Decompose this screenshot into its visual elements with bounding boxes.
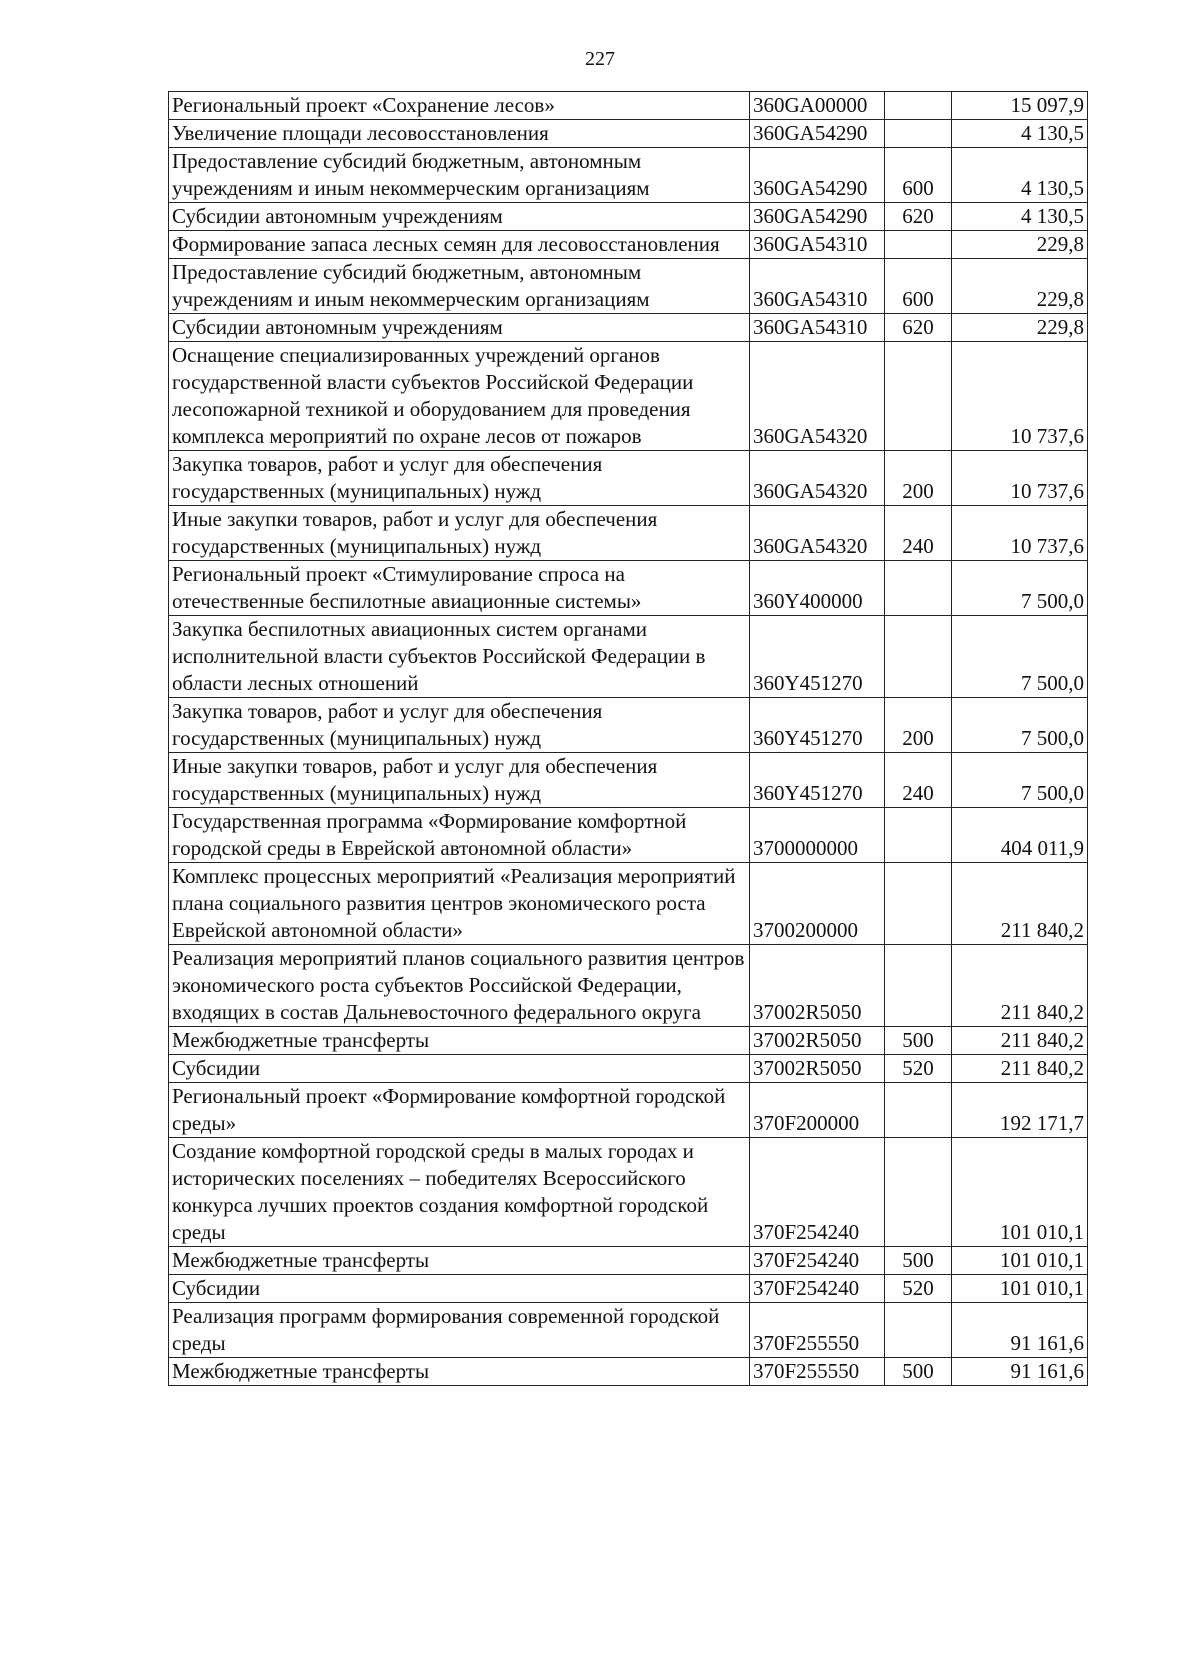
row-amount-cell: 91 161,6 xyxy=(952,1303,1088,1358)
row-amount-cell: 192 171,7 xyxy=(952,1083,1088,1138)
row-code-cell: 3700000000 xyxy=(750,808,885,863)
table-row xyxy=(169,863,1088,945)
row-code-cell: 370F200000 xyxy=(750,1083,885,1138)
row-code-cell: 360GA54310 xyxy=(750,231,885,259)
table-row xyxy=(169,92,1088,120)
row-expense-type-cell: 500 xyxy=(885,1358,952,1386)
row-code-cell: 370F255550 xyxy=(750,1358,885,1386)
row-code-cell: 370F254240 xyxy=(750,1275,885,1303)
row-name-cell: Межбюджетные трансферты xyxy=(169,1358,750,1386)
row-name-cell: Региональный проект «Сохранение лесов» xyxy=(169,92,750,120)
row-name-cell: Региональный проект «Стимулирование спроса на отечественные беспилотные авиационные системы» xyxy=(169,561,750,616)
row-expense-type-cell: 600 xyxy=(885,148,952,203)
row-amount-cell: 91 161,6 xyxy=(952,1358,1088,1386)
table-row xyxy=(169,561,1088,616)
row-name-cell: Формирование запаса лесных семян для лесовосстановления xyxy=(169,231,750,259)
row-expense-type-cell: 500 xyxy=(885,1027,952,1055)
row-expense-type-cell: 600 xyxy=(885,259,952,314)
row-code-cell: 360Y451270 xyxy=(750,698,885,753)
row-name-cell: Межбюджетные трансферты xyxy=(169,1027,750,1055)
table-row xyxy=(169,1138,1088,1247)
row-code-cell: 360Y451270 xyxy=(750,753,885,808)
row-code-cell: 360GA54290 xyxy=(750,120,885,148)
row-expense-type-cell xyxy=(885,92,952,120)
row-expense-type-cell: 240 xyxy=(885,753,952,808)
table-row xyxy=(169,259,1088,314)
row-name-cell: Предоставление субсидий бюджетным, автономным учреждениям и иным некоммерческим организациям xyxy=(169,148,750,203)
row-amount-cell: 229,8 xyxy=(952,231,1088,259)
row-expense-type-cell xyxy=(885,120,952,148)
row-amount-cell: 101 010,1 xyxy=(952,1138,1088,1247)
row-code-cell: 370F254240 xyxy=(750,1138,885,1247)
row-expense-type-cell xyxy=(885,945,952,1027)
table-row xyxy=(169,698,1088,753)
row-expense-type-cell xyxy=(885,808,952,863)
row-name-cell: Закупка товаров, работ и услуг для обеспечения государственных (муниципальных) нужд xyxy=(169,451,750,506)
row-name-cell: Государственная программа «Формирование комфортной городской среды в Еврейской автономной области» xyxy=(169,808,750,863)
row-name-cell: Предоставление субсидий бюджетным, автономным учреждениям и иным некоммерческим организациям xyxy=(169,259,750,314)
table-row xyxy=(169,616,1088,698)
row-code-cell: 37002R5050 xyxy=(750,1027,885,1055)
row-expense-type-cell: 520 xyxy=(885,1275,952,1303)
table-row xyxy=(169,506,1088,561)
page-number: 227 xyxy=(585,48,615,70)
row-amount-cell: 229,8 xyxy=(952,259,1088,314)
row-code-cell: 360Y400000 xyxy=(750,561,885,616)
row-amount-cell: 101 010,1 xyxy=(952,1247,1088,1275)
row-expense-type-cell xyxy=(885,1303,952,1358)
row-name-cell: Региональный проект «Формирование комфортной городской среды» xyxy=(169,1083,750,1138)
row-amount-cell: 7 500,0 xyxy=(952,616,1088,698)
table-row xyxy=(169,451,1088,506)
row-amount-cell: 4 130,5 xyxy=(952,120,1088,148)
row-amount-cell: 229,8 xyxy=(952,314,1088,342)
row-code-cell: 360Y451270 xyxy=(750,616,885,698)
row-name-cell: Межбюджетные трансферты xyxy=(169,1247,750,1275)
budget-table-body xyxy=(169,92,1088,1386)
table-row xyxy=(169,1083,1088,1138)
table-row xyxy=(169,342,1088,451)
row-expense-type-cell: 200 xyxy=(885,451,952,506)
row-name-cell: Субсидии автономным учреждениям xyxy=(169,314,750,342)
table-row xyxy=(169,808,1088,863)
table-row xyxy=(169,314,1088,342)
row-code-cell: 37002R5050 xyxy=(750,1055,885,1083)
row-name-cell: Субсидии автономным учреждениям xyxy=(169,203,750,231)
row-name-cell: Закупка беспилотных авиационных систем органами исполнительной власти субъектов Российской Федерации в области лесных отношений xyxy=(169,616,750,698)
row-code-cell: 3700200000 xyxy=(750,863,885,945)
row-name-cell: Иные закупки товаров, работ и услуг для обеспечения государственных (муниципальных) нужд xyxy=(169,506,750,561)
row-expense-type-cell xyxy=(885,231,952,259)
row-amount-cell: 404 011,9 xyxy=(952,808,1088,863)
row-amount-cell: 211 840,2 xyxy=(952,863,1088,945)
row-code-cell: 360GA54290 xyxy=(750,148,885,203)
row-expense-type-cell: 240 xyxy=(885,506,952,561)
table-row xyxy=(169,231,1088,259)
row-name-cell: Комплекс процессных мероприятий «Реализация мероприятий плана социального развития центров экономического роста Еврейской автономной области» xyxy=(169,863,750,945)
row-expense-type-cell xyxy=(885,1083,952,1138)
row-expense-type-cell xyxy=(885,863,952,945)
row-name-cell: Оснащение специализированных учреждений органов государственной власти субъектов Российской Федерации лесопожарной техникой и оборудованием для проведения комплекса мероприятий по охране лесов от пожаров xyxy=(169,342,750,451)
row-name-cell: Субсидии xyxy=(169,1275,750,1303)
row-expense-type-cell: 620 xyxy=(885,314,952,342)
table-row xyxy=(169,203,1088,231)
row-code-cell: 370F254240 xyxy=(750,1247,885,1275)
row-amount-cell: 7 500,0 xyxy=(952,561,1088,616)
row-amount-cell: 211 840,2 xyxy=(952,1027,1088,1055)
row-code-cell: 360GA54290 xyxy=(750,203,885,231)
row-code-cell: 360GA00000 xyxy=(750,92,885,120)
row-name-cell: Реализация программ формирования современной городской среды xyxy=(169,1303,750,1358)
table-row xyxy=(169,1358,1088,1386)
table-row xyxy=(169,945,1088,1027)
table-row xyxy=(169,1275,1088,1303)
table-row xyxy=(169,1247,1088,1275)
row-code-cell: 360GA54320 xyxy=(750,506,885,561)
row-amount-cell: 4 130,5 xyxy=(952,148,1088,203)
row-amount-cell: 15 097,9 xyxy=(952,92,1088,120)
row-code-cell: 360GA54310 xyxy=(750,314,885,342)
table-row xyxy=(169,753,1088,808)
budget-table xyxy=(168,91,1088,1386)
table-row xyxy=(169,120,1088,148)
table-row xyxy=(169,1055,1088,1083)
row-amount-cell: 10 737,6 xyxy=(952,451,1088,506)
row-name-cell: Иные закупки товаров, работ и услуг для обеспечения государственных (муниципальных) нужд xyxy=(169,753,750,808)
row-name-cell: Закупка товаров, работ и услуг для обеспечения государственных (муниципальных) нужд xyxy=(169,698,750,753)
row-expense-type-cell xyxy=(885,616,952,698)
row-code-cell: 360GA54320 xyxy=(750,342,885,451)
row-code-cell: 37002R5050 xyxy=(750,945,885,1027)
table-row xyxy=(169,1303,1088,1358)
row-amount-cell: 7 500,0 xyxy=(952,753,1088,808)
row-name-cell: Реализация мероприятий планов социального развития центров экономического роста субъектов Российской Федерации, входящих в состав Дальневосточного федерального округа xyxy=(169,945,750,1027)
row-code-cell: 370F255550 xyxy=(750,1303,885,1358)
table-row xyxy=(169,1027,1088,1055)
row-amount-cell: 10 737,6 xyxy=(952,506,1088,561)
row-code-cell: 360GA54320 xyxy=(750,451,885,506)
row-expense-type-cell xyxy=(885,561,952,616)
row-amount-cell: 4 130,5 xyxy=(952,203,1088,231)
row-expense-type-cell: 200 xyxy=(885,698,952,753)
row-name-cell: Субсидии xyxy=(169,1055,750,1083)
row-name-cell: Увеличение площади лесовосстановления xyxy=(169,120,750,148)
row-expense-type-cell xyxy=(885,342,952,451)
row-amount-cell: 211 840,2 xyxy=(952,945,1088,1027)
row-amount-cell: 211 840,2 xyxy=(952,1055,1088,1083)
table-row xyxy=(169,148,1088,203)
row-name-cell: Создание комфортной городской среды в малых городах и исторических поселениях – победителях Всероссийского конкурса лучших проектов создания комфортной городской среды xyxy=(169,1138,750,1247)
row-amount-cell: 7 500,0 xyxy=(952,698,1088,753)
row-expense-type-cell: 520 xyxy=(885,1055,952,1083)
row-amount-cell: 10 737,6 xyxy=(952,342,1088,451)
row-expense-type-cell: 620 xyxy=(885,203,952,231)
row-expense-type-cell xyxy=(885,1138,952,1247)
row-code-cell: 360GA54310 xyxy=(750,259,885,314)
row-amount-cell: 101 010,1 xyxy=(952,1275,1088,1303)
row-expense-type-cell: 500 xyxy=(885,1247,952,1275)
